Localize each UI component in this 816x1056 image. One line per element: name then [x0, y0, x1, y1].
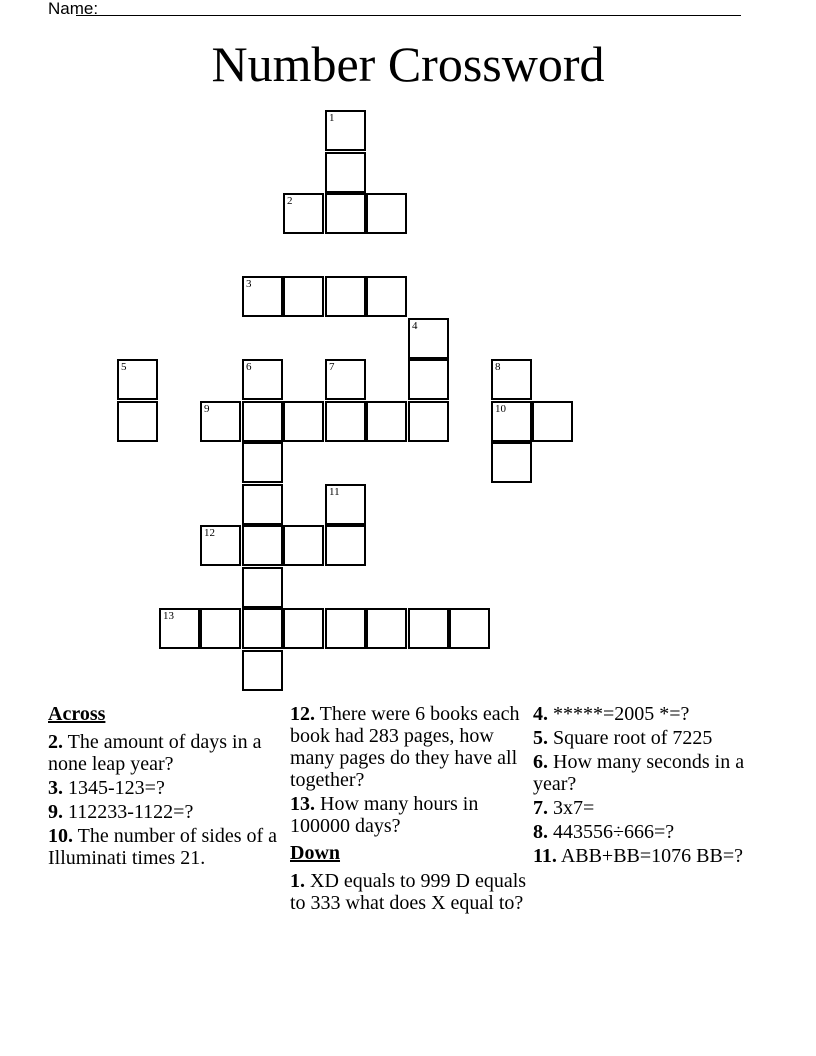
grid-cell[interactable]: [366, 276, 407, 317]
clue-number: 2.: [48, 731, 63, 753]
grid-cell[interactable]: [366, 608, 407, 649]
grid-cell[interactable]: [325, 608, 366, 649]
grid-cell[interactable]: [242, 650, 283, 691]
cell-number: 3: [246, 278, 252, 290]
clue-down-1: [290, 870, 530, 914]
clues-column-3: [533, 703, 773, 869]
grid-cell[interactable]: [408, 401, 449, 442]
grid-cell[interactable]: [325, 484, 366, 525]
grid-cell[interactable]: [325, 359, 366, 400]
clue-down-11: [533, 845, 773, 867]
grid-cell[interactable]: [242, 525, 283, 566]
clue-text: 443556÷666=?: [553, 821, 675, 843]
clues-column-2: [290, 703, 530, 916]
grid-cell[interactable]: [325, 193, 366, 234]
clue-text: XD equals to 999 D equals to 333 what does X equal to?: [290, 870, 527, 914]
clue-across-2: [48, 731, 284, 775]
clue-number: 8.: [533, 821, 548, 843]
grid-cell[interactable]: [117, 401, 158, 442]
grid-cell[interactable]: [408, 318, 449, 359]
cell-number: 12: [204, 527, 215, 539]
clue-number: 10.: [48, 825, 73, 847]
grid-cell[interactable]: [283, 193, 324, 234]
clue-text: 112233-1122=?: [68, 801, 194, 823]
clue-text: How many hours in 100000 days?: [290, 793, 479, 837]
grid-cell[interactable]: [242, 484, 283, 525]
clue-text: How many seconds in a year?: [533, 751, 745, 795]
name-label: Name:: [48, 0, 99, 18]
clue-across-13: [290, 793, 530, 837]
clue-down-6: [533, 751, 773, 795]
clue-number: 12.: [290, 703, 315, 725]
cell-number: 13: [163, 610, 174, 622]
clue-across-9: [48, 801, 284, 823]
grid-cell[interactable]: [283, 608, 324, 649]
grid-cell[interactable]: [491, 442, 532, 483]
cell-number: 6: [246, 361, 252, 373]
clue-number: 6.: [533, 751, 548, 773]
clue-across-10: [48, 825, 284, 869]
clue-down-5: [533, 727, 773, 749]
grid-cell[interactable]: [242, 442, 283, 483]
across-heading: Across: [48, 703, 106, 725]
clue-text: *****=2005 *=?: [553, 703, 690, 725]
cell-number: 5: [121, 361, 127, 373]
clue-number: 4.: [533, 703, 548, 725]
grid-cell[interactable]: [408, 608, 449, 649]
clue-number: 13.: [290, 793, 315, 815]
grid-cell[interactable]: [449, 608, 490, 649]
page-title: Number Crossword: [211, 36, 605, 92]
clue-across-12: [290, 703, 530, 791]
grid-cell[interactable]: [283, 276, 324, 317]
clue-number: 9.: [48, 801, 63, 823]
grid-cell[interactable]: [491, 359, 532, 400]
grid-cell[interactable]: [325, 152, 366, 193]
grid-cell[interactable]: [325, 110, 366, 151]
clue-text: ABB+BB=1076 BB=?: [560, 845, 744, 867]
clue-number: 7.: [533, 797, 548, 819]
cell-number: 7: [329, 361, 335, 373]
grid-cell[interactable]: [117, 359, 158, 400]
grid-cell[interactable]: [242, 401, 283, 442]
clue-text: The number of sides of a Illuminati times 21.: [48, 825, 278, 869]
clue-across-3: [48, 777, 284, 799]
grid-cell[interactable]: [200, 608, 241, 649]
cell-number: 1: [329, 112, 335, 124]
cell-number: 8: [495, 361, 501, 373]
grid-cell[interactable]: [366, 401, 407, 442]
clue-number: 11.: [533, 845, 557, 867]
grid-cell[interactable]: [242, 276, 283, 317]
grid-cell[interactable]: [408, 359, 449, 400]
clue-text: 3x7=: [553, 797, 595, 819]
grid-cell[interactable]: [325, 525, 366, 566]
grid-cell[interactable]: [242, 567, 283, 608]
grid-cell[interactable]: [491, 401, 532, 442]
grid-cell[interactable]: [200, 525, 241, 566]
clue-text: Square root of 7225: [553, 727, 713, 749]
grid-cell[interactable]: [325, 276, 366, 317]
clue-number: 1.: [290, 870, 305, 892]
clue-text: There were 6 books each book had 283 pages, how many pages do they have all together?: [290, 703, 520, 791]
clue-down-4: [533, 703, 773, 725]
grid-cell[interactable]: [242, 608, 283, 649]
cell-number: 2: [287, 195, 293, 207]
clue-number: 3.: [48, 777, 63, 799]
clue-text: The amount of days in a none leap year?: [48, 731, 262, 775]
grid-cell[interactable]: [325, 401, 366, 442]
cell-number: 4: [412, 320, 418, 332]
grid-cell[interactable]: [283, 525, 324, 566]
clue-number: 5.: [533, 727, 548, 749]
cell-number: 11: [329, 486, 340, 498]
grid-cell[interactable]: [242, 359, 283, 400]
grid-cell[interactable]: [366, 193, 407, 234]
cell-number: 10: [495, 403, 506, 415]
grid-cell[interactable]: [200, 401, 241, 442]
clue-down-7: [533, 797, 773, 819]
clue-text: 1345-123=?: [68, 777, 165, 799]
down-heading: Down: [290, 842, 341, 864]
clue-down-8: [533, 821, 773, 843]
cell-number: 9: [204, 403, 210, 415]
clues-column-1: [48, 703, 284, 871]
grid-cell[interactable]: [159, 608, 200, 649]
grid-cell[interactable]: [283, 401, 324, 442]
grid-cell[interactable]: [532, 401, 573, 442]
